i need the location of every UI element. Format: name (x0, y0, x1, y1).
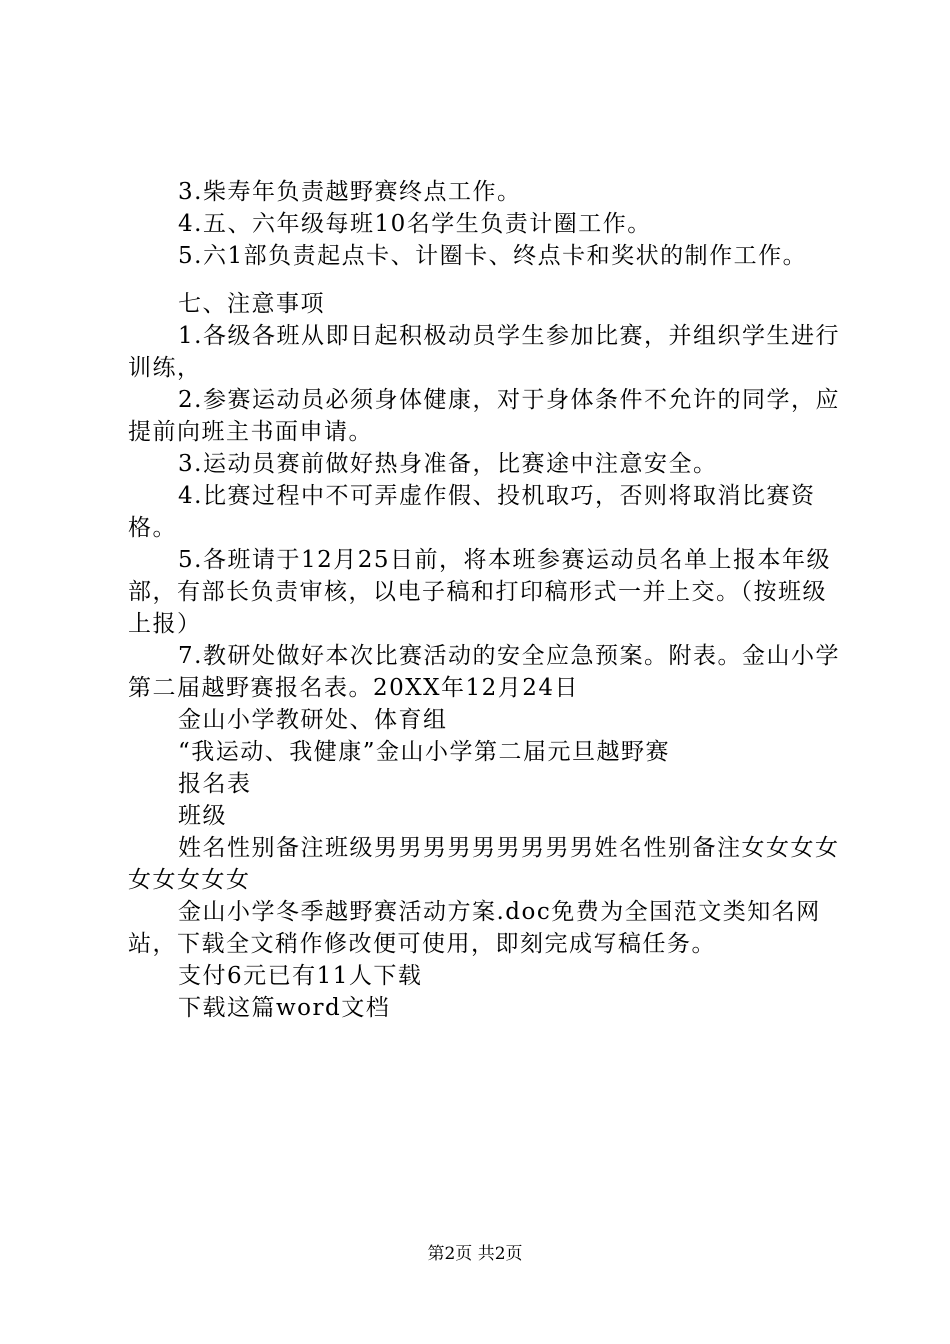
download-info: 支付6元已有11人下载 (178, 963, 423, 989)
paragraph: 1.各级各班从即日起积极动员学生参加比赛，并组织学生进行训练， (128, 323, 840, 381)
paragraph: 5.各班请于12月25日前，将本班参赛运动员名单上报本年级部，有部长负责审核，以电子稿和打印稿形式一并上交。（按班级上报） (128, 547, 831, 637)
paragraph: 4.比赛过程中不可弄虚作假、投机取巧，否则将取消比赛资格。 (128, 483, 816, 541)
download-link[interactable]: 下载这篇word文档 (178, 995, 391, 1021)
promo-text: 金山小学冬季越野赛活动方案.doc免费为全国范文类知名网站，下载全文稍作修改便可使用，即刻完成写稿任务。 (128, 899, 821, 957)
form-subtitle: 报名表 (178, 771, 252, 797)
paragraph-gap (128, 272, 840, 288)
list-item: 4.五、六年级每班10名学生负责计圈工作。 (178, 211, 652, 237)
document-body (128, 176, 840, 1024)
form-table-text: 姓名性别备注班级男男男男男男男男男姓名性别备注女女女女女女女女女 (128, 835, 840, 893)
paragraph: 7.教研处做好本次比赛活动的安全应急预案。附表。金山小学第二届越野赛报名表。20XX年12月24日 (128, 643, 840, 701)
form-class-label: 班级 (178, 803, 227, 829)
signature: 金山小学教研处、体育组 (178, 707, 448, 733)
page-footer: 第2页 共2页 (427, 1244, 523, 1264)
list-item: 3.柴寿年负责越野赛终点工作。 (178, 179, 522, 205)
paragraph: 3.运动员赛前做好热身准备，比赛途中注意安全。 (178, 451, 718, 477)
paragraph: 2.参赛运动员必须身体健康，对于身体条件不允许的同学，应提前向班主书面申请。 (128, 387, 840, 445)
list-item: 5.六1部负责起点卡、计圈卡、终点卡和奖状的制作工作。 (178, 243, 808, 269)
section-heading: 七、注意事项 (178, 291, 325, 317)
form-title: “我运动、我健康”金山小学第二届元旦越野赛 (178, 739, 671, 765)
